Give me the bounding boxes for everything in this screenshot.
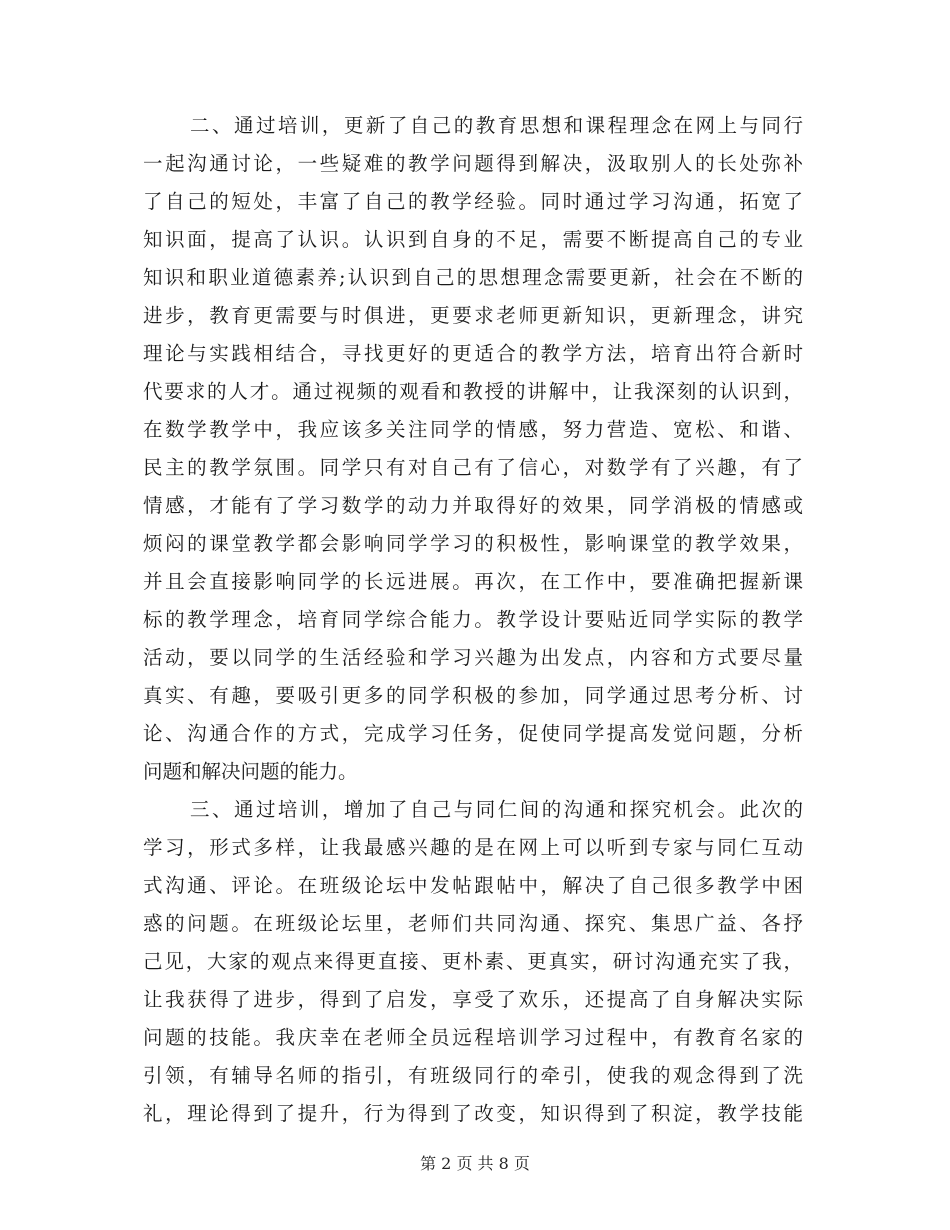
paragraph-2-line: 烦闷的课堂教学都会影响同学学习的积极性，影响课堂的教学效果，	[143, 532, 803, 555]
paragraph-2-line: 民主的教学氛围。同学只有对自己有了信心，对数学有了兴趣，有了	[143, 456, 803, 479]
paragraph-3-line: 三、通过培训，增加了自己与同仁间的沟通和探究机会。此次的	[190, 798, 803, 821]
paragraph-3-line: 学习，形式多样，让我最感兴趣的是在网上可以听到专家与同仁互动	[143, 836, 803, 859]
paragraph-2-line: 了自己的短处，丰富了自己的教学经验。同时通过学习沟通，拓宽了	[143, 190, 803, 213]
paragraph-2-line: 情感，才能有了学习数学的动力并取得好的效果，同学消极的情感或	[143, 494, 803, 517]
paragraph-2-line: 一起沟通讨论，一些疑难的教学问题得到解决，汲取别人的长处弥补	[143, 152, 803, 175]
paragraph-3-line: 礼，理论得到了提升，行为得到了改变，知识得到了积淀，教学技能	[143, 1102, 803, 1125]
paragraph-2-line: 问题和解决问题的能力。	[143, 760, 358, 783]
paragraph-2-line: 知识和职业道德素养;认识到自己的思想理念需要更新，社会在不断的	[143, 266, 803, 289]
paragraph-2-line: 代要求的人才。通过视频的观看和教授的讲解中，让我深刻的认识到，	[143, 380, 803, 403]
paragraph-2-line: 理论与实践相结合，寻找更好的更适合的教学方法，培育出符合新时	[143, 342, 803, 365]
paragraph-2-line: 活动，要以同学的生活经验和学习兴趣为出发点，内容和方式要尽量	[143, 646, 803, 669]
paragraph-2-line: 真实、有趣，要吸引更多的同学积极的参加，同学通过思考分析、讨	[143, 684, 803, 707]
paragraph-3-line: 让我获得了进步，得到了启发，享受了欢乐，还提高了自身解决实际	[143, 988, 803, 1011]
paragraph-3-line: 问题的技能。我庆幸在老师全员远程培训学习过程中，有教育名家的	[143, 1026, 803, 1049]
page-number-footer: 第 2 页 共 8 页	[420, 1154, 530, 1173]
paragraph-3-line: 式沟通、评论。在班级论坛中发帖跟帖中，解决了自己很多教学中困	[143, 874, 803, 897]
paragraph-2-line: 并且会直接影响同学的长远进展。再次，在工作中，要准确把握新课	[143, 570, 803, 593]
paragraph-2-line: 二、通过培训，更新了自己的教育思想和课程理念在网上与同行	[190, 114, 803, 137]
paragraph-3-line: 引领，有辅导名师的指引，有班级同行的牵引，使我的观念得到了洗	[143, 1064, 803, 1087]
paragraph-2-line: 进步，教育更需要与时俱进，更要求老师更新知识，更新理念，讲究	[143, 304, 803, 327]
paragraph-2-line: 在数学教学中，我应该多关注同学的情感，努力营造、宽松、和谐、	[143, 418, 803, 441]
paragraph-3-line: 惑的问题。在班级论坛里，老师们共同沟通、探究、集思广益、各抒	[143, 912, 803, 935]
paragraph-2-line: 论、沟通合作的方式，完成学习任务，促使同学提高发觉问题，分析	[143, 722, 803, 745]
paragraph-2-line: 标的教学理念，培育同学综合能力。教学设计要贴近同学实际的教学	[143, 608, 803, 631]
paragraph-3-line: 己见，大家的观点来得更直接、更朴素、更真实，研讨沟通充实了我，	[143, 950, 803, 973]
paragraph-2-line: 知识面，提高了认识。认识到自身的不足，需要不断提高自己的专业	[143, 228, 803, 251]
